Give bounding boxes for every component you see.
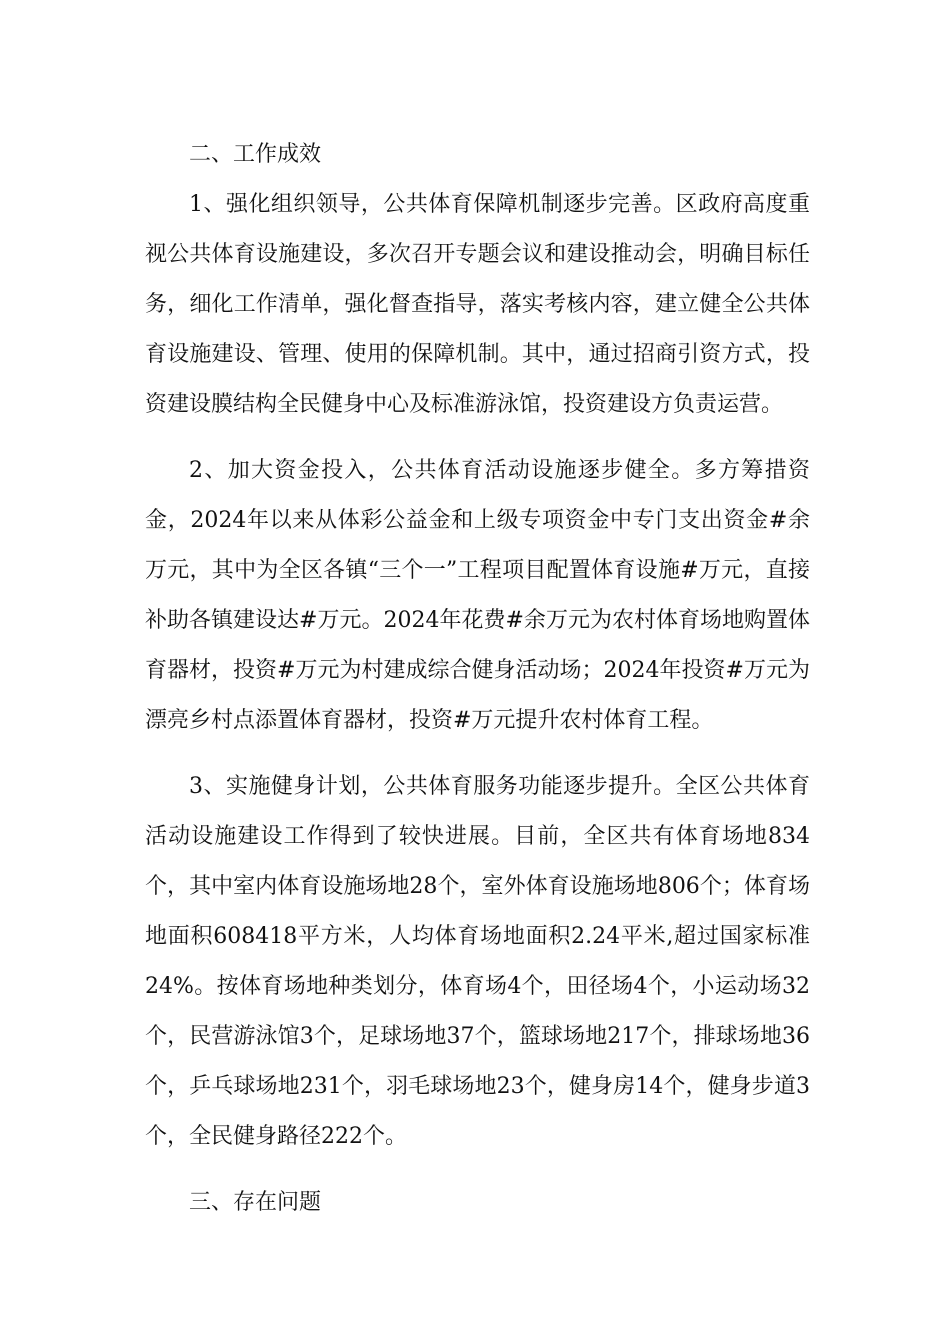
- document-page: [145, 130, 810, 1228]
- paragraph-funding-investment: 2、加大资金投入，公共体育活动设施逐步健全。多方筹措资金，2024年以来从体彩公益金和上级专项资金中专门支出资金#余万元，其中为全区各镇“三个一”工程项目配置体育设施#万元，直接补助各镇建设达#万元。2024年花费#余万元为农村体育场地购置体育器材，投资#万元为村建成综合健身活动场；2024年投资#万元为漂亮乡村点添置体育器材，投资#万元提升农村体育工程。: [145, 458, 810, 733]
- section-heading-problems: 三、存在问题: [189, 1190, 322, 1215]
- paragraph-fitness-plan: 3、实施健身计划，公共体育服务功能逐步提升。全区公共体育活动设施建设工作得到了较快进展。目前，全区共有体育场地834个，其中室内体育设施场地28个，室外体育设施场地806个；体育场地面积608418平方米，人均体育场地面积2.24平米,超过国家标准24%。按体育场地种类划分，体育场4个，田径场4个，小运动场32个，民营游泳馆3个，足球场地37个，篮球场地217个，排球场地36个，乒乓球场地231个，羽毛球场地23个，健身房14个，健身步道3个，全民健身路径222个。: [145, 774, 810, 1149]
- paragraph-organization-leadership: 1、强化组织领导，公共体育保障机制逐步完善。区政府高度重视公共体育设施建设，多次召开专题会议和建设推动会，明确目标任务，细化工作清单，强化督查指导，落实考核内容，建立健全公共体育设施建设、管理、使用的保障机制。其中，通过招商引资方式，投资建设膜结构全民健身中心及标准游泳馆，投资建设方负责运营。: [145, 192, 810, 417]
- section-heading-achievements: 二、工作成效: [189, 142, 322, 167]
